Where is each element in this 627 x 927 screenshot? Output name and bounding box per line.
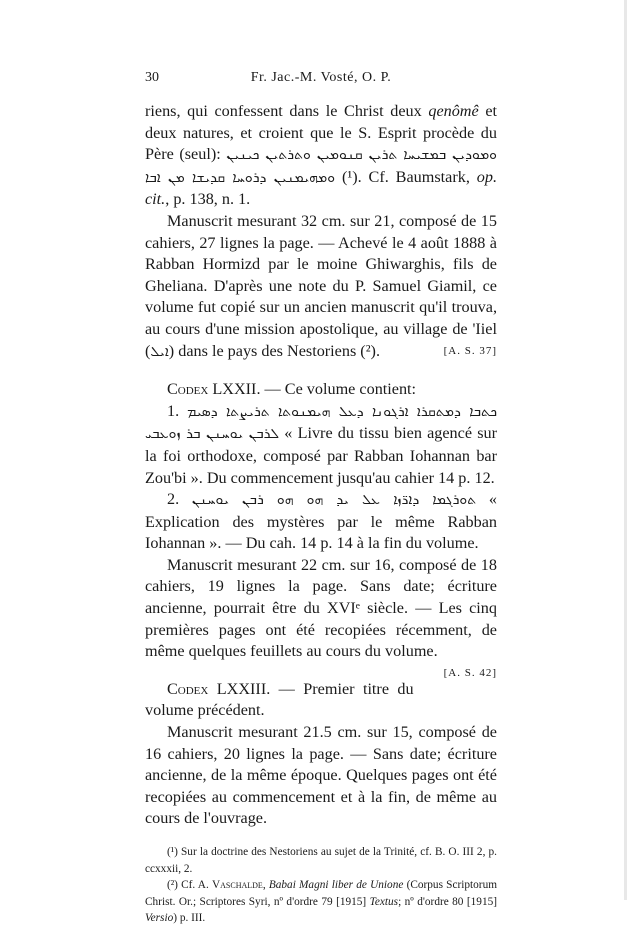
syriac-title: ܬܘܪܓܡܐ ܕܐܪ̈ܙܐ ܥܠ ܝܕ ܗܘ ܗܘ ܪܒܢ ܝܘܚܢܢ [191,492,477,509]
reference-mark: [A. S. 42] [443,666,497,679]
running-head: Fr. Jac.-M. Vosté, O. P. [250,70,392,85]
page-body [145,101,497,927]
footnotes [145,844,497,927]
syriac-title: ܟܬܒܐ ܕܡܬܩܪܐ ܐܪܓܘܢܐ ܕܥܠ ܗܝܡܢܘܬܐ ܬܪܝܨܬܐ ܕܣܝܡ ܠܪܒܢ ܝܘܚܢܢ ܒܪ ܙܘܥܒܝ [145,403,497,443]
codex-lxxiii-description: Manuscrit mesurant 21.5 cm. sur 15, composé de 16 cahiers, 20 lignes la page. — Sans date; écriture ancienne, de la même époque. Quelques pages ont été recopiées au commencement et à la fin, de même au cours de l'ouvrage. [145,723,497,828]
page-header [145,70,497,92]
codex-lxxii-item-2: 2. ܬܘܪܓܡܐ ܕܐܪ̈ܙܐ ܥܠ ܝܕ ܗܘ ܗܘ ܪܒܢ ܝܘܚܢܢ « Explication des mystères par le même Rabban Iohannan ». — Du cah. 14 p. 14 à la fin du volume. [145,490,498,553]
paragraph-manuscript-description: Manuscrit mesurant 32 cm. sur 21, composé de 15 cahiers, 27 lignes la page. — Achevé le 4 août 1888 à Rabban Hormizd par le moine Ghiwarghis, fils de Gheliana. D'après une note du P. Samuel Giamil, ce volume fut copié sur un ancien manuscrit qu'il trouva, au cours d'une mission apostolique, au village de 'Iiel (ܐܝܠ) dans le pays des Nestoriens (²). [A. S. 37] [145,211,497,363]
syriac-quotation: ܘܡܘܕܝܢ ܒܡܫܝܚܐ ܬܪܝܢ ܩܢܘܡܝܢ ܘܬܪܬܝܢ ܟܝܢܝܢ ܘܡܗܝܡܢܝܢ ܕܪܘܚܐ ܩܕܝܫܐ ܡܢ ܐܒܐ [145,147,497,186]
codex-lxxii-heading: Codex LXXII. — Ce volume contient: [167,380,417,399]
paragraph-nestorian-creed: riens, qui confessent dans le Christ deux qenômê et deux natures, et croient que le S. Esprit procède du Père (seul): ܘܡܘܕܝܢ ܒܡܫܝܚܐ ܬܪܝܢ ܩܢܘܡܝܢ ܘܬܪܬܝܢ ܟܝܢܝܢ ܘܡܗܝܡܢܝܢ ܕܪܘܚܐ ܩܕܝܫܐ ܡܢ ܐܒܐ (¹). Cf. Baumstark, op. cit., p. 138, n. 1. [145,102,498,209]
codex-lxxiii-heading: Codex LXXIII. — Premier titre du volume précédent. [145,679,414,720]
page-number: 30 [145,70,159,85]
reference-mark: [A. S. 37] [443,344,497,357]
footnote-1: (¹) Sur la doctrine des Nestoriens au sujet de la Trinité, cf. B. O. III 2, p. ccxxxii, 2. [145,846,497,875]
syriac-place-name: ܐܝܠ [150,343,169,360]
footnote-2: (²) Cf. A. Vaschalde, Babai Magni liber de Unione (Corpus Scriptorum Christ. Or.; Scriptores Syri, nº d'ordre 79 [1915] Textus; nº d'ordre 80 [1915] Versio) p. III. [145,879,497,924]
codex-lxxii-description: Manuscrit mesurant 22 cm. sur 16, composé de 18 cahiers, 19 lignes la page. Sans date; écriture ancienne, pourrait être du XVIᵉ siècle. — Les cinq premières pages ont été recopiées récemment, de même quelques feuillets au cours du volume. [A. S. 42] [145,555,497,663]
codex-lxxii-item-1: 1. ܟܬܒܐ ܕܡܬܩܪܐ ܐܪܓܘܢܐ ܕܥܠ ܗܝܡܢܘܬܐ ܬܪܝܨܬܐ ܕܣܝܡ ܠܪܒܢ ܝܘܚܢܢ ܒܪ ܙܘܥܒܝ « Livre du tissu bien agencé sur la foi orthodoxe, composé par Rabban Iohannan bar Zou'bi ». Du commencement jusqu'au cahier 14 p. 12. [145,401,497,487]
